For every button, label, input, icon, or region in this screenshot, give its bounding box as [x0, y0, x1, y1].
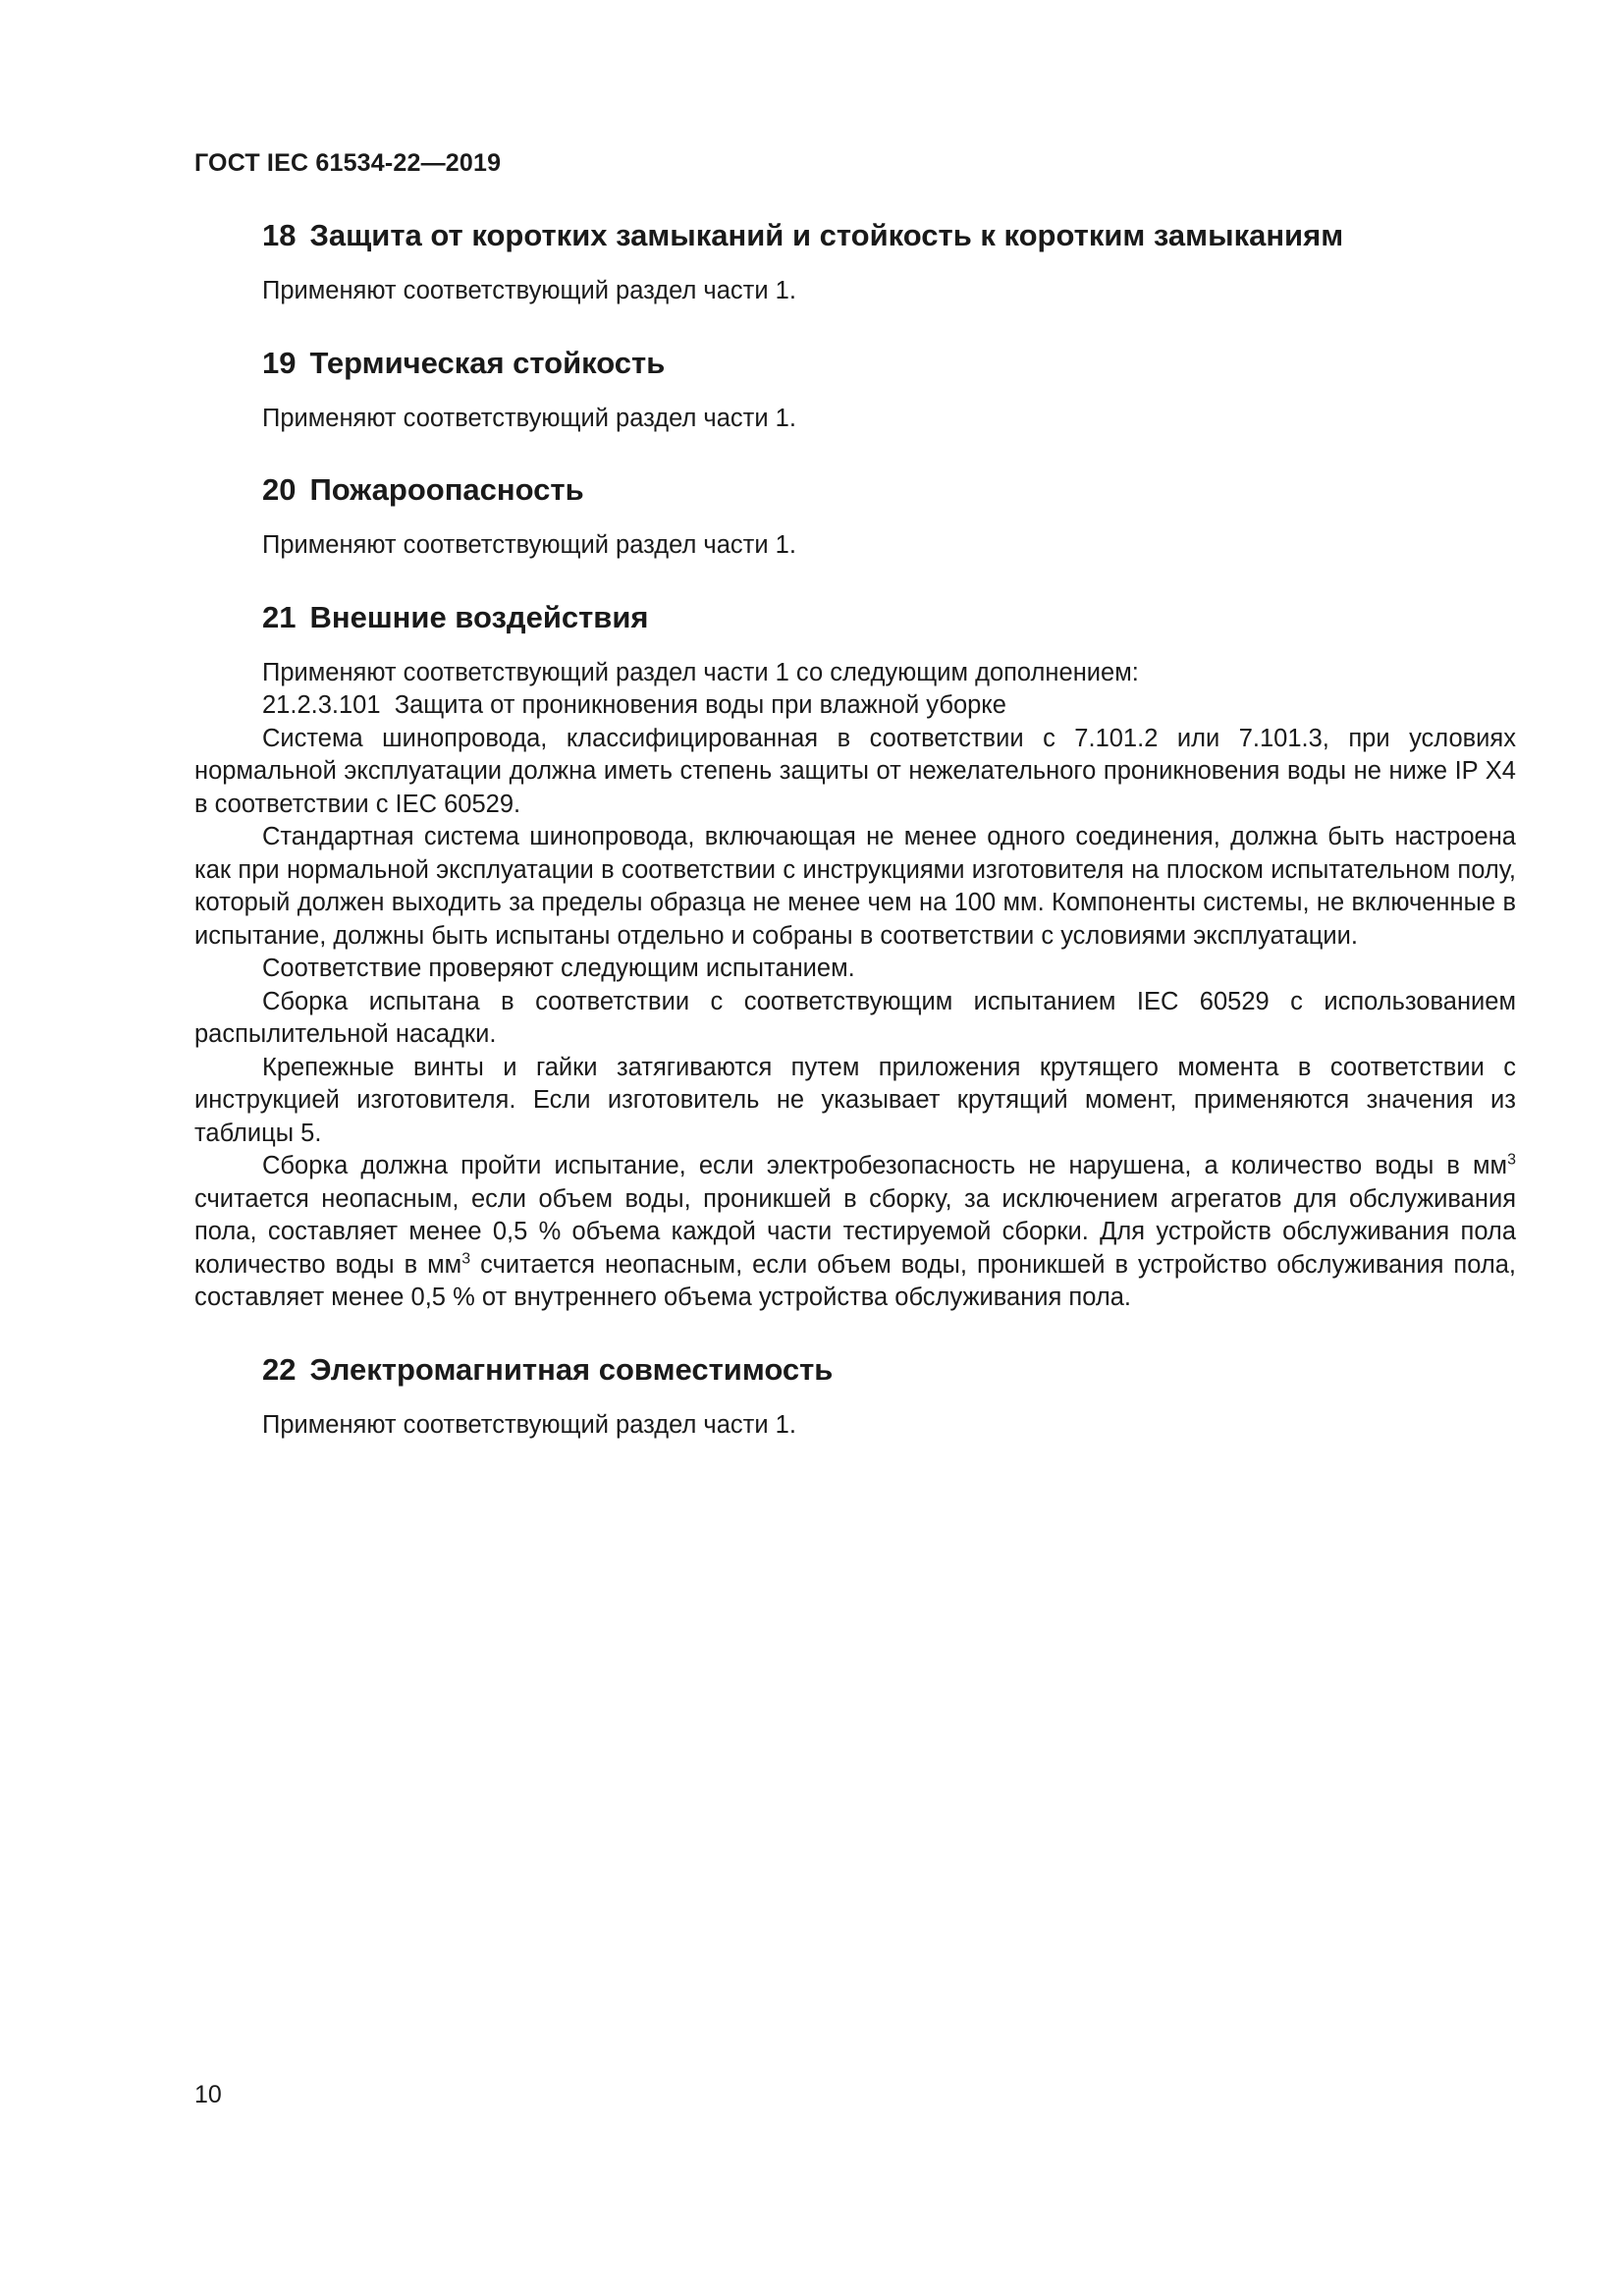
paragraph: Применяют соответствующий раздел части 1.	[262, 531, 796, 559]
section-body	[194, 403, 1516, 436]
section-21	[194, 598, 1516, 1315]
paragraph: Применяют соответствующий раздел части 1 со следующим дополнением:	[262, 658, 1139, 686]
running-header: ГОСТ IEC 61534-22—2019	[194, 149, 502, 177]
text-fragment: считается неопасным, если объем воды, проникшей в сборку, за исключением агрегатов для обслуживания пола, составляет менее 0,5 % объема каждой части тестируемой сборки. Для устройств обслуживания пола количество воды в мм	[194, 1184, 1516, 1279]
section-number: 18	[262, 218, 297, 252]
section-number: 21	[262, 599, 297, 634]
section-title	[262, 598, 1516, 637]
page-number: 10	[194, 2081, 222, 2108]
superscript: 3	[1507, 1151, 1516, 1169]
section-number: 20	[262, 472, 297, 507]
section-title-text: Термическая стойкость	[309, 345, 666, 380]
section-body	[194, 657, 1516, 1315]
paragraph-with-superscripts	[194, 1150, 1516, 1315]
paragraph: Сборка испытана в соответствии с соответствующим испытанием IEC 60529 с использованием распылительной насадки.	[194, 987, 1516, 1048]
section-title	[262, 216, 1516, 255]
section-19	[194, 344, 1516, 436]
section-number: 19	[262, 345, 297, 380]
paragraph: Соответствие проверяют следующим испытанием.	[262, 955, 855, 982]
section-title-text: Защита от коротких замыканий и стойкость к коротким замыканиям	[309, 218, 1344, 252]
section-18	[194, 216, 1516, 308]
section-body	[194, 275, 1516, 308]
section-20	[194, 470, 1516, 563]
subclause-heading: 21.2.3.101 Защита от проникновения воды при влажной уборке	[262, 691, 1006, 719]
section-body	[194, 529, 1516, 563]
text-fragment: считается неопасным, если объем воды, проникшей в устройство обслуживания пола, составляет менее 0,5 % от внутреннего объема устройства обслуживания пола.	[194, 1250, 1516, 1311]
paragraph: Система шинопровода, классифицированная в соответствии с 7.101.2 или 7.101.3, при условиях нормальной эксплуатации должна иметь степень защиты от нежелательного проникновения воды не ниже IP X4 в соответствии с IEC 60529.	[194, 724, 1516, 818]
page-content	[194, 216, 1516, 1442]
section-title-text: Электромагнитная совместимость	[309, 1351, 834, 1387]
section-body	[194, 1409, 1516, 1443]
section-title-text: Внешние воздействия	[309, 599, 649, 634]
section-number: 22	[262, 1351, 297, 1387]
section-title	[262, 470, 1516, 510]
section-title-text: Пожароопасность	[309, 472, 584, 507]
paragraph: Крепежные винты и гайки затягиваются путем приложения крутящего момента в соответствии с инструкцией изготовителя. Если изготовитель не указывает крутящий момент, применяются значения из таблицы 5.	[194, 1053, 1516, 1147]
paragraph: Применяют соответствующий раздел части 1.	[262, 1410, 796, 1439]
section-22	[194, 1350, 1516, 1443]
section-title	[262, 344, 1516, 383]
section-title	[262, 1350, 1516, 1390]
text-fragment: Сборка должна пройти испытание, если электробезопасность не нарушена, а количество воды в мм	[262, 1152, 1508, 1179]
superscript: 3	[461, 1250, 471, 1267]
paragraph: Применяют соответствующий раздел части 1.	[262, 277, 796, 304]
paragraph: Стандартная система шинопровода, включающая не менее одного соединения, должна быть настроена как при нормальной эксплуатации в соответствии с инструкциями изготовителя на плоском испытательном полу, который должен выходить за пределы образца не менее чем на 100 мм. Компоненты системы, не включенные в испытание, должны быть испытаны отдельно и собраны в соответствии с условиями эксплуатации.	[194, 823, 1516, 950]
paragraph: Применяют соответствующий раздел части 1.	[262, 404, 796, 432]
